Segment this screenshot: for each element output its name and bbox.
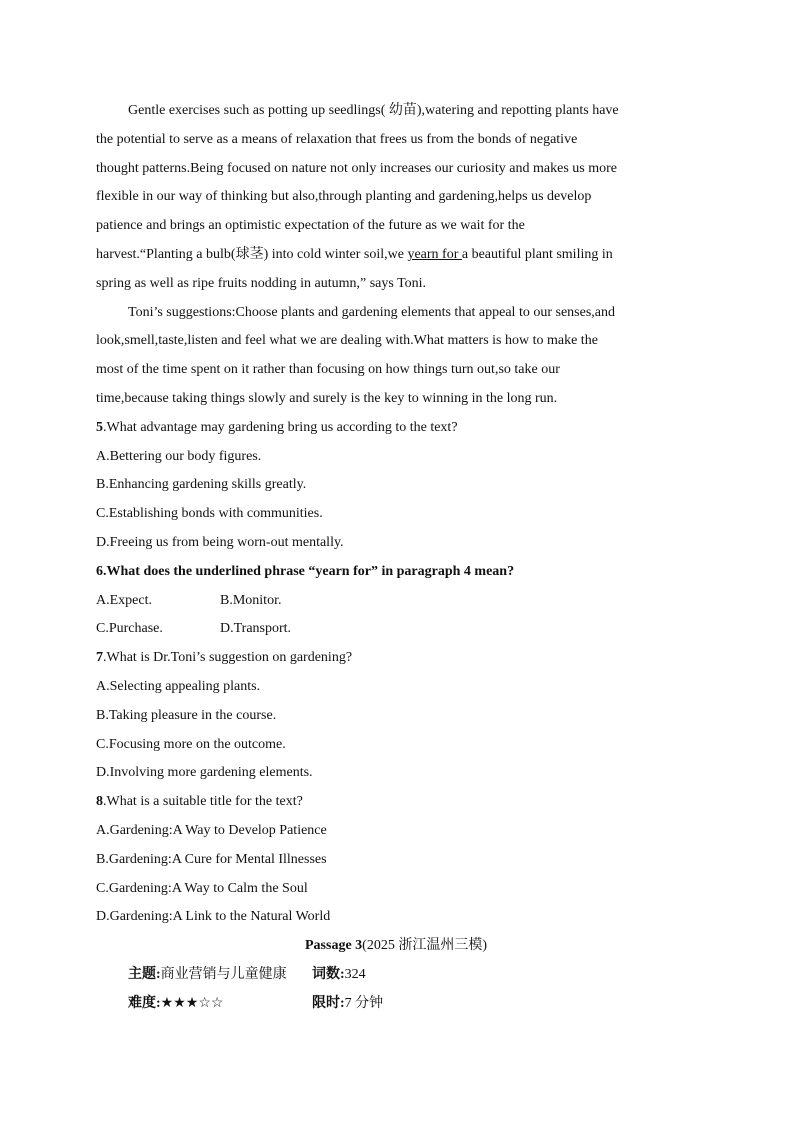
answer-option: C.Focusing more on the outcome.	[96, 736, 286, 752]
passage-line: patience and brings an optimistic expectation of the future as we wait for the	[96, 218, 525, 234]
question-text: .What is a suitable title for the text?	[103, 794, 303, 810]
time-limit-info	[312, 990, 383, 1019]
wordcount-value: 324	[344, 966, 366, 982]
answer-option: A.Bettering our body figures.	[96, 448, 262, 464]
passage-line: most of the time spent on it rather than focusing on how things turn out,so take our	[96, 362, 560, 378]
question-stem	[96, 644, 696, 673]
answer-option: C.Gardening:A Way to Calm the Soul	[96, 880, 308, 896]
question-number: 6	[96, 563, 103, 579]
passage-line: flexible in our way of thinking but also,through planting and gardening,helps us develop	[96, 189, 592, 205]
question-text: .What advantage may gardening bring us according to the text?	[103, 419, 458, 435]
answer-option: B.Gardening:A Cure for Mental Illnesses	[96, 851, 327, 867]
answer-option: D.Freeing us from being worn-out mentally.	[96, 534, 344, 550]
underlined-phrase: yearn for	[407, 246, 462, 262]
topic-value: 商业营销与儿童健康	[160, 966, 287, 982]
answer-option: B.Monitor.	[220, 592, 282, 608]
passage-line: look,smell,taste,listen and feel what we are dealing with.What matters is how to make the	[96, 333, 598, 349]
answer-option: B.Enhancing gardening skills greatly.	[96, 477, 307, 493]
passage-line: Gentle exercises such as potting up seedlings( 幼苗),watering and repotting plants have	[128, 103, 619, 118]
answer-option: D.Transport.	[220, 621, 292, 637]
question-number: 5	[96, 419, 103, 435]
answer-option-row	[96, 615, 696, 644]
question-stem	[96, 558, 696, 587]
passage-heading	[96, 932, 696, 961]
passage-line: spring as well as ripe fruits nodding in autumn,” says Toni.	[96, 275, 427, 291]
passage-text: harvest.“Planting a bulb(球茎) into cold winter soil,we	[96, 246, 408, 262]
question-number: 7	[96, 650, 103, 666]
answer-option: A.Selecting appealing plants.	[96, 678, 261, 694]
answer-option: C.Establishing bonds with communities.	[96, 506, 323, 522]
document-content	[96, 97, 696, 1019]
difficulty-label: 难度:	[128, 995, 161, 1011]
difficulty-info	[128, 990, 312, 1019]
passage-line: Toni’s suggestions:Choose plants and gardening elements that appeal to our senses,and	[128, 304, 615, 320]
passage-info-row	[96, 990, 696, 1019]
passage-line: thought patterns.Being focused on nature not only increases our curiosity and makes us more	[96, 160, 617, 176]
answer-option: A.Gardening:A Way to Develop Patience	[96, 822, 327, 838]
question-number: 8	[96, 794, 103, 810]
answer-option-row	[96, 587, 696, 616]
wordcount-info	[312, 961, 366, 990]
passage-source: (2025 浙江温州三模)	[362, 938, 487, 954]
question-stem	[96, 414, 696, 443]
answer-option: D.Gardening:A Link to the Natural World	[96, 909, 331, 925]
passage-title: Passage 3	[305, 938, 363, 954]
difficulty-stars: ★★★☆☆	[160, 995, 224, 1011]
passage-text: a beautiful plant smiling in	[461, 246, 613, 262]
answer-option: C.Purchase.	[96, 621, 163, 637]
question-text: .What does the underlined phrase “yearn for” in paragraph 4 mean?	[103, 563, 515, 579]
time-value: 7 分钟	[344, 995, 384, 1011]
topic-info	[128, 961, 312, 990]
answer-option: B.Taking pleasure in the course.	[96, 707, 277, 723]
time-label: 限时:	[312, 995, 345, 1011]
answer-option: D.Involving more gardening elements.	[96, 765, 313, 781]
question-text: .What is Dr.Toni’s suggestion on gardening?	[103, 650, 353, 666]
passage-line	[96, 241, 696, 270]
passage-line: the potential to serve as a means of relaxation that frees us from the bonds of negative	[96, 131, 578, 147]
wordcount-label: 词数:	[312, 966, 345, 982]
question-stem	[96, 788, 696, 817]
passage-line: time,because taking things slowly and surely is the key to winning in the long run.	[96, 390, 558, 406]
passage-info-row	[96, 961, 696, 990]
answer-option: A.Expect.	[96, 592, 152, 608]
topic-label: 主题:	[128, 966, 161, 982]
